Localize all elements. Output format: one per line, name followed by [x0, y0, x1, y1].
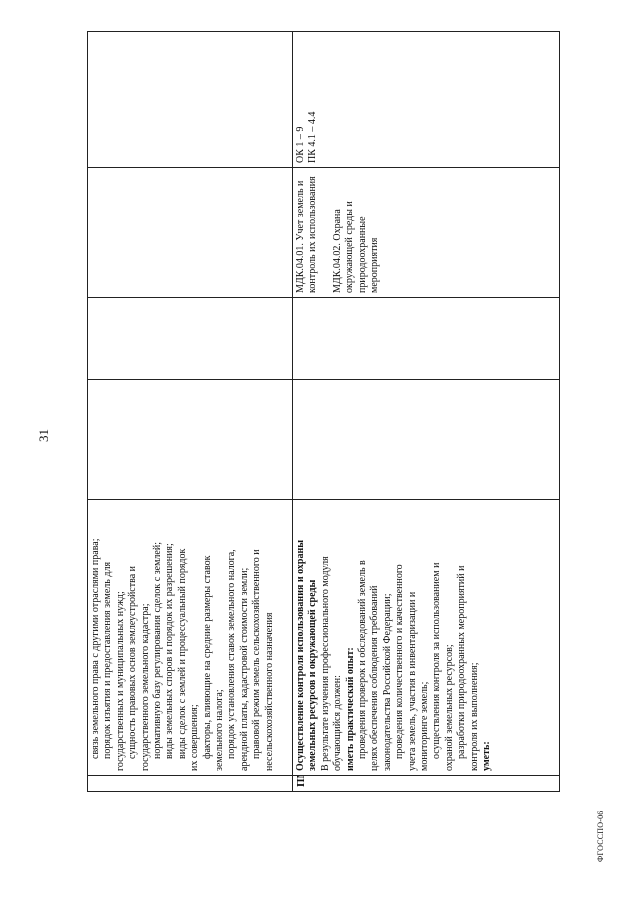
cell-top-knowledge	[88, 500, 293, 776]
list-item: их совершения;	[189, 704, 201, 771]
list-item: факторы, влияющие на средние размеры ставок	[201, 555, 213, 759]
mdk-04-01: МДК.04.01. Учет земель и контроль их использования	[295, 176, 319, 293]
curriculum-table-rotated	[87, 32, 559, 792]
list-item: государственных и муниципальных нужд;	[114, 591, 126, 771]
table-row-bottom	[293, 32, 560, 792]
list-item: осуществления контроля за использованием и	[431, 562, 443, 759]
mdk-04-02: МДК.04.02. Охрана окружающей среды и природоохранные мероприятия	[331, 201, 381, 293]
skills-label: уметь:	[481, 741, 493, 771]
cell-top-col3	[88, 380, 293, 500]
cell-bottom-mdk	[293, 168, 560, 298]
cell-bottom-col4	[293, 298, 560, 380]
list-item: виды земельных споров и порядок их разрешения;	[164, 543, 176, 759]
experience-label: иметь практический опыт:	[344, 647, 356, 771]
cell-top-competencies	[88, 32, 293, 168]
list-item: сущность правовых основ землеустройства и	[127, 566, 139, 759]
list-item: учета земель, участия в инвентаризации и	[406, 591, 418, 771]
cell-top-code	[88, 776, 293, 792]
list-item: виды сделок с землей и процессуальный порядок	[176, 548, 188, 759]
page-number: 31	[36, 429, 51, 442]
module-title: Осуществление контроля использования и охраны земельных ресурсов и окружающей среды	[295, 539, 319, 771]
footer-code: ФГОССПО-06	[596, 810, 605, 862]
professional-competencies: ПК 4.1 – 4.4	[307, 111, 319, 163]
list-item: контроля их выполнения;	[468, 662, 480, 771]
list-item: целях обеспечения соблюдения требований	[369, 585, 381, 771]
cell-module-content	[293, 500, 560, 776]
list-item: проведения количественного и качественного	[394, 564, 406, 759]
cell-bottom-col3	[293, 380, 560, 500]
curriculum-table	[87, 31, 560, 792]
list-item: порядок изъятия и предоставления земель для	[102, 561, 114, 759]
cell-top-col4	[88, 298, 293, 380]
cell-module-code	[293, 776, 560, 792]
list-item: земельного налога;	[214, 689, 226, 771]
list-item: законодательства Российской Федерации;	[381, 593, 393, 771]
module-intro: В результате изучения профессионального модуля обучающийся должен:	[319, 556, 344, 771]
table-row-top	[88, 32, 293, 792]
list-item: нормативную базу регулирования сделок с землей;	[152, 542, 164, 759]
cell-bottom-competencies	[293, 32, 560, 168]
list-item: мониторинге земель;	[419, 681, 431, 771]
general-competencies: ОК 1 – 9	[295, 126, 306, 163]
list-item: несельскохозяйственного назначения	[263, 612, 275, 771]
list-item: связь земельного права с другими отраслями права;	[90, 538, 101, 759]
list-item: охраной земельных ресурсов;	[443, 644, 455, 771]
list-item: государственного земельного кадастра;	[139, 603, 151, 771]
list-item: проведения проверок и обследований земель в	[357, 560, 369, 759]
list-item: арендной платы, кадастровой стоимости земли;	[238, 567, 250, 771]
cell-top-mdk	[88, 168, 293, 298]
list-item: разработки природоохранных мероприятий и	[456, 565, 468, 759]
list-item: порядок установления ставок земельного налога,	[226, 549, 238, 759]
list-item: правовой режим земель сельскохозяйственного и	[251, 549, 263, 759]
